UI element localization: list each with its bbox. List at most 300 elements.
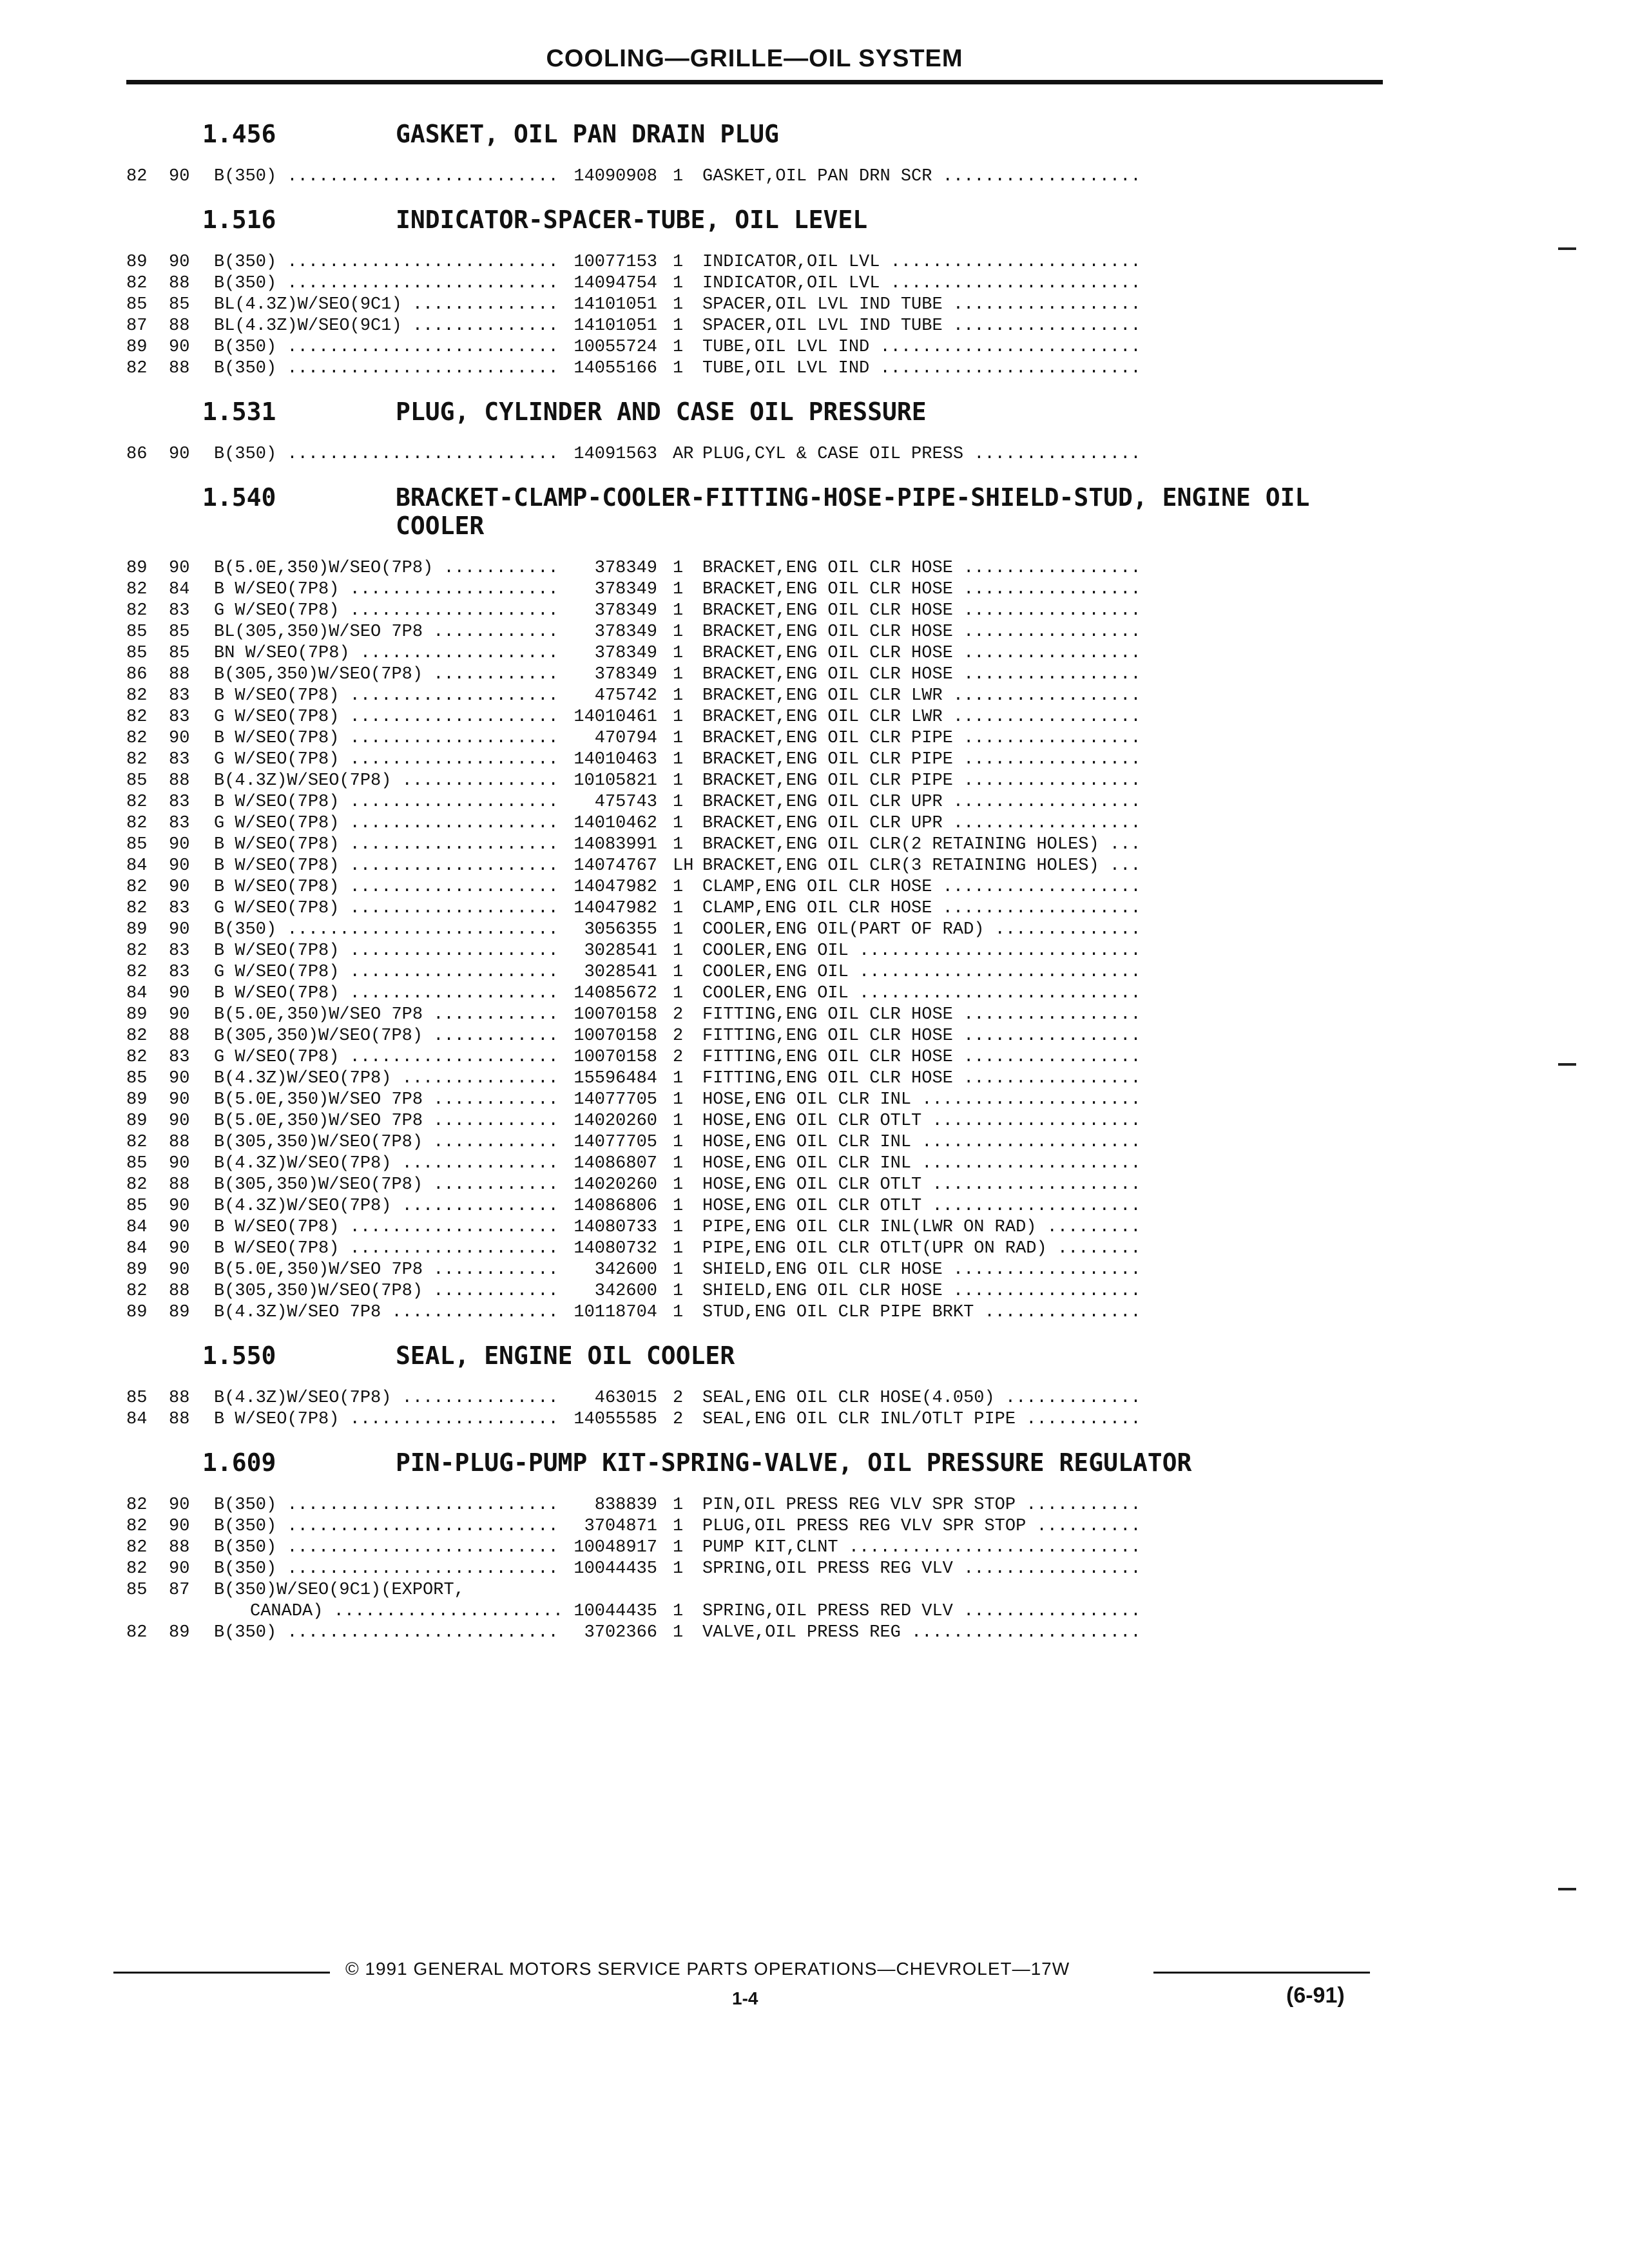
year-to: 88 (169, 316, 190, 336)
part-row (126, 558, 1351, 579)
year-from: 89 (126, 1090, 148, 1110)
part-row (126, 1111, 1351, 1132)
year-from: 82 (126, 1282, 148, 1301)
part-row (126, 337, 1351, 358)
part-row (126, 643, 1351, 664)
part-description: SHIELD,ENG OIL CLR HOSE ..... (702, 1260, 1144, 1281)
part-row (126, 1388, 1351, 1409)
year-to: 90 (169, 559, 190, 578)
section-gap (126, 187, 1351, 194)
quantity: 1 (673, 941, 684, 961)
quantity: 1 (673, 359, 684, 378)
part-row (126, 1580, 1351, 1601)
quantity: 1 (673, 559, 684, 578)
part-number: 14085672 (574, 984, 657, 1003)
year-to: 83 (169, 793, 190, 812)
catalog-section (126, 206, 1351, 386)
part-number: 378349 (594, 601, 657, 620)
part-row (126, 919, 1351, 941)
part-description: COOLER,ENG OIL ..... (702, 983, 1144, 1004)
part-row (126, 1537, 1351, 1559)
quantity: 1 (673, 295, 684, 314)
quantity: LH (673, 856, 694, 876)
year-from: 85 (126, 1581, 148, 1600)
year-from: 89 (126, 920, 148, 939)
part-row (126, 579, 1351, 601)
year-from: 82 (126, 878, 148, 897)
parts-catalog (126, 108, 1351, 1650)
section-heading (126, 1448, 1351, 1477)
section-code: 1.456 (202, 120, 276, 148)
year-to: 83 (169, 941, 190, 961)
quantity: 1 (673, 984, 684, 1003)
part-description: SPRING,OIL PRESS REG VLV ..... (702, 1559, 1144, 1580)
application-desc: B(350)W/SEO(9C1)(EXPORT, (214, 1581, 465, 1600)
year-from: 89 (126, 1111, 148, 1131)
section-code: 1.609 (202, 1448, 276, 1477)
year-to: 83 (169, 686, 190, 706)
part-number: 378349 (594, 665, 657, 684)
part-description: COOLER,ENG OIL ..... (702, 962, 1144, 983)
part-row (126, 273, 1351, 294)
part-description: PIN,OIL PRESS REG VLV SPR STOP ..... (702, 1495, 1144, 1516)
application-desc: B W/SEO(7P8) ..... (214, 834, 562, 856)
part-row (126, 1260, 1351, 1281)
quantity: 2 (673, 1389, 684, 1408)
application-desc: B(4.3Z)W/SEO 7P8 ..... (214, 1302, 562, 1323)
application-desc: G W/SEO(7P8) ..... (214, 749, 562, 771)
year-from: 82 (126, 359, 148, 378)
part-row (126, 1153, 1351, 1175)
year-from: 89 (126, 1005, 148, 1024)
part-description: CLAMP,ENG OIL CLR HOSE ..... (702, 898, 1144, 919)
part-row (126, 1004, 1351, 1026)
application-desc: B(5.0E,350)W/SEO 7P8 ..... (214, 1090, 562, 1111)
application-desc: B(350) ..... (214, 1537, 562, 1559)
part-number: 14055585 (574, 1410, 657, 1429)
part-row (126, 664, 1351, 686)
quantity: 1 (673, 707, 684, 727)
year-to: 90 (169, 1090, 190, 1110)
application-desc: B(350) ..... (214, 1495, 562, 1516)
part-row (126, 1559, 1351, 1580)
year-to: 88 (169, 665, 190, 684)
part-number: 10048917 (574, 1538, 657, 1557)
quantity: AR (673, 445, 694, 464)
year-from: 89 (126, 1303, 148, 1322)
year-to: 90 (169, 1005, 190, 1024)
application-desc: B(305,350)W/SEO(7P8) ..... (214, 664, 562, 686)
part-number: 14101051 (574, 316, 657, 336)
part-description: CLAMP,ENG OIL CLR HOSE ..... (702, 877, 1144, 898)
section-heading (126, 483, 1351, 540)
page-title: COOLING—GRILLE—OIL SYSTEM (546, 45, 963, 72)
application-desc: B(4.3Z)W/SEO(7P8) ..... (214, 1153, 562, 1175)
quantity: 1 (673, 622, 684, 642)
quantity: 1 (673, 1069, 684, 1088)
quantity: 1 (673, 1517, 684, 1536)
year-from: 82 (126, 707, 148, 727)
application-desc: B W/SEO(7P8) ..... (214, 792, 562, 813)
year-to: 88 (169, 1389, 190, 1408)
year-to: 85 (169, 295, 190, 314)
application-desc: B(4.3Z)W/SEO(7P8) ..... (214, 1068, 562, 1090)
section-title: PIN-PLUG-PUMP KIT-SPRING-VALVE, OIL PRESSURE REGULATOR (396, 1448, 1192, 1477)
part-number: 10070158 (574, 1026, 657, 1046)
part-number: 14020260 (574, 1111, 657, 1131)
part-number: 342600 (594, 1282, 657, 1301)
year-from: 86 (126, 445, 148, 464)
part-number: 378349 (594, 580, 657, 599)
part-description: BRACKET,ENG OIL CLR HOSE ..... (702, 558, 1144, 579)
year-from: 89 (126, 559, 148, 578)
year-to: 85 (169, 644, 190, 663)
part-description: BRACKET,ENG OIL CLR LWR ..... (702, 707, 1144, 728)
year-to: 83 (169, 899, 190, 918)
section-title: INDICATOR-SPACER-TUBE, OIL LEVEL (396, 206, 868, 234)
quantity: 2 (673, 1026, 684, 1046)
quantity: 1 (673, 1239, 684, 1258)
year-to: 88 (169, 1133, 190, 1152)
part-row (126, 983, 1351, 1004)
quantity: 2 (673, 1005, 684, 1024)
part-description: PUMP KIT,CLNT ..... (702, 1537, 1144, 1559)
year-to: 90 (169, 1069, 190, 1088)
part-number: 14086806 (574, 1196, 657, 1216)
part-number: 3028541 (584, 941, 657, 961)
part-number: 14047982 (574, 899, 657, 918)
application-desc: B(305,350)W/SEO(7P8) ..... (214, 1026, 562, 1047)
page-number: 1-4 (732, 1988, 758, 2008)
year-from: 82 (126, 686, 148, 706)
part-row (126, 941, 1351, 962)
year-to: 84 (169, 580, 190, 599)
part-number: 475743 (594, 793, 657, 812)
quantity: 2 (673, 1048, 684, 1067)
part-row (126, 728, 1351, 749)
catalog-section (126, 1341, 1351, 1437)
part-description: PLUG,OIL PRESS REG VLV SPR STOP ..... (702, 1516, 1144, 1537)
application-desc: G W/SEO(7P8) ..... (214, 813, 562, 834)
part-description: VALVE,OIL PRESS REG ..... (702, 1622, 1144, 1644)
part-description: BRACKET,ENG OIL CLR PIPE ..... (702, 728, 1144, 749)
year-to: 89 (169, 1303, 190, 1322)
part-description: COOLER,ENG OIL ..... (702, 941, 1144, 962)
quantity: 1 (673, 316, 684, 336)
catalog-section (126, 398, 1351, 472)
quantity: 2 (673, 1410, 684, 1429)
year-from: 82 (126, 1175, 148, 1195)
quantity: 1 (673, 750, 684, 769)
year-to: 88 (169, 1282, 190, 1301)
part-description: BRACKET,ENG OIL CLR HOSE ..... (702, 579, 1144, 601)
year-to: 90 (169, 1495, 190, 1515)
application-desc: B(305,350)W/SEO(7P8) ..... (214, 1281, 562, 1302)
year-from: 82 (126, 729, 148, 748)
application-desc: B(5.0E,350)W/SEO(7P8) ..... (214, 558, 562, 579)
part-number: 14080733 (574, 1218, 657, 1237)
year-to: 90 (169, 253, 190, 272)
quantity: 1 (673, 167, 684, 186)
part-number: 470794 (594, 729, 657, 748)
part-number: 342600 (594, 1260, 657, 1280)
part-row (126, 813, 1351, 834)
application-desc: B W/SEO(7P8) ..... (214, 1409, 562, 1430)
part-row (126, 749, 1351, 771)
part-number: 10044435 (574, 1559, 657, 1579)
quantity: 1 (673, 253, 684, 272)
quantity: 1 (673, 580, 684, 599)
part-description: STUD,ENG OIL CLR PIPE BRKT ..... (702, 1302, 1144, 1323)
part-description: PIPE,ENG OIL CLR INL(LWR ON RAD) ..... (702, 1217, 1144, 1238)
year-from: 82 (126, 1517, 148, 1536)
part-row (126, 316, 1351, 337)
part-description: BRACKET,ENG OIL CLR UPR ..... (702, 813, 1144, 834)
year-to: 90 (169, 1218, 190, 1237)
section-heading (126, 398, 1351, 426)
year-to: 88 (169, 274, 190, 293)
year-to: 83 (169, 963, 190, 982)
year-from: 87 (126, 316, 148, 336)
part-description: GASKET,OIL PAN DRN SCR ..... (702, 166, 1144, 187)
year-from: 82 (126, 580, 148, 599)
application-desc: B W/SEO(7P8) ..... (214, 686, 562, 707)
part-number: 15596484 (574, 1069, 657, 1088)
application-desc: B(350) ..... (214, 1516, 562, 1537)
application-desc: B(350) ..... (214, 919, 562, 941)
application-desc: BL(4.3Z)W/SEO(9C1) ..... (214, 316, 562, 337)
application-desc: B W/SEO(7P8) ..... (214, 728, 562, 749)
part-row (126, 1516, 1351, 1537)
part-number: 14080732 (574, 1239, 657, 1258)
quantity: 1 (673, 793, 684, 812)
year-to: 90 (169, 920, 190, 939)
quantity: 1 (673, 835, 684, 854)
part-description: SHIELD,ENG OIL CLR HOSE ..... (702, 1281, 1144, 1302)
year-from: 82 (126, 1623, 148, 1642)
year-from: 86 (126, 665, 148, 684)
year-from: 82 (126, 1133, 148, 1152)
part-description: SEAL,ENG OIL CLR INL/OTLT PIPE ..... (702, 1409, 1144, 1430)
application-desc: B(5.0E,350)W/SEO 7P8 ..... (214, 1004, 562, 1026)
part-description: TUBE,OIL LVL IND ..... (702, 337, 1144, 358)
part-description: HOSE,ENG OIL CLR OTLT ..... (702, 1196, 1144, 1217)
year-from: 89 (126, 1260, 148, 1280)
year-from: 85 (126, 1154, 148, 1173)
part-row (126, 1068, 1351, 1090)
part-number: 14010461 (574, 707, 657, 727)
year-from: 84 (126, 1239, 148, 1258)
part-number: 14077705 (574, 1090, 657, 1110)
part-row (126, 1047, 1351, 1068)
year-from: 82 (126, 963, 148, 982)
margin-mark (1558, 247, 1576, 250)
part-description: INDICATOR,OIL LVL ..... (702, 273, 1144, 294)
quantity: 1 (673, 878, 684, 897)
part-row (126, 962, 1351, 983)
quantity: 1 (673, 601, 684, 620)
year-from: 84 (126, 984, 148, 1003)
part-number: 463015 (594, 1389, 657, 1408)
year-to: 83 (169, 601, 190, 620)
part-number: 14020260 (574, 1175, 657, 1195)
application-desc: B(5.0E,350)W/SEO 7P8 ..... (214, 1260, 562, 1281)
margin-mark (1558, 1888, 1576, 1890)
part-row (126, 1132, 1351, 1153)
quantity: 1 (673, 899, 684, 918)
application-desc: G W/SEO(7P8) ..... (214, 707, 562, 728)
part-description: SPACER,OIL LVL IND TUBE ..... (702, 316, 1144, 337)
application-desc: G W/SEO(7P8) ..... (214, 962, 562, 983)
section-code: 1.550 (202, 1341, 276, 1370)
year-from: 85 (126, 295, 148, 314)
year-to: 88 (169, 1410, 190, 1429)
part-description: BRACKET,ENG OIL CLR LWR ..... (702, 686, 1144, 707)
part-row (126, 877, 1351, 898)
section-gap (126, 1323, 1351, 1330)
part-number: 10070158 (574, 1005, 657, 1024)
part-number: 3704871 (584, 1517, 657, 1536)
catalog-section (126, 1448, 1351, 1650)
application-desc: B(5.0E,350)W/SEO 7P8 ..... (214, 1111, 562, 1132)
part-number: 3028541 (584, 963, 657, 982)
year-from: 85 (126, 1069, 148, 1088)
quantity: 1 (673, 644, 684, 663)
application-desc: B W/SEO(7P8) ..... (214, 579, 562, 601)
year-from: 89 (126, 253, 148, 272)
part-number: 14086807 (574, 1154, 657, 1173)
margin-mark (1558, 1063, 1576, 1066)
application-desc: BL(305,350)W/SEO 7P8 ..... (214, 622, 562, 643)
year-to: 90 (169, 338, 190, 357)
application-desc: B(350) ..... (214, 444, 562, 465)
application-desc: G W/SEO(7P8) ..... (214, 1047, 562, 1068)
part-row (126, 898, 1351, 919)
year-to: 88 (169, 771, 190, 791)
part-row (126, 1196, 1351, 1217)
application-desc: B(350) ..... (214, 273, 562, 294)
year-from: 82 (126, 601, 148, 620)
section-title: SEAL, ENGINE OIL COOLER (396, 1341, 735, 1370)
quantity: 1 (673, 963, 684, 982)
year-to: 83 (169, 707, 190, 727)
part-description: FITTING,ENG OIL CLR HOSE ..... (702, 1068, 1144, 1090)
year-from: 84 (126, 1218, 148, 1237)
application-desc: B(350) ..... (214, 1622, 562, 1644)
page-header (126, 40, 1383, 84)
application-desc: B W/SEO(7P8) ..... (214, 941, 562, 962)
year-to (169, 1601, 214, 1622)
year-from: 82 (126, 793, 148, 812)
application-desc: B(350) ..... (214, 1559, 562, 1580)
year-from: 84 (126, 1410, 148, 1429)
year-from: 82 (126, 1538, 148, 1557)
section-heading (126, 206, 1351, 234)
year-to: 90 (169, 1154, 190, 1173)
year-to: 90 (169, 878, 190, 897)
year-to: 85 (169, 622, 190, 642)
year-from: 85 (126, 771, 148, 791)
quantity: 1 (673, 1196, 684, 1216)
year-from: 82 (126, 814, 148, 833)
part-row (126, 358, 1351, 380)
part-description: HOSE,ENG OIL CLR OTLT ..... (702, 1111, 1144, 1132)
year-from: 82 (126, 1026, 148, 1046)
quantity: 1 (673, 1133, 684, 1152)
quantity: 1 (673, 1559, 684, 1579)
part-description: BRACKET,ENG OIL CLR(2 RETAINING HOLES) ..... (702, 834, 1144, 856)
application-desc: B(4.3Z)W/SEO(7P8) ..... (214, 771, 562, 792)
part-description: SPACER,OIL LVL IND TUBE ..... (702, 294, 1144, 316)
part-row (126, 622, 1351, 643)
year-to: 88 (169, 1026, 190, 1046)
section-code: 1.531 (202, 398, 276, 426)
part-row (126, 1281, 1351, 1302)
year-from: 85 (126, 1389, 148, 1408)
year-to: 83 (169, 1048, 190, 1067)
year-from: 82 (126, 941, 148, 961)
part-description: PLUG,CYL & CASE OIL PRESS ..... (702, 444, 1144, 465)
year-to: 90 (169, 445, 190, 464)
part-number: 3702366 (584, 1623, 657, 1642)
year-to: 87 (169, 1581, 190, 1600)
year-to: 83 (169, 750, 190, 769)
year-to: 90 (169, 1196, 190, 1216)
application-desc: B(350) ..... (214, 252, 562, 273)
part-row (126, 1601, 1351, 1622)
part-number: 14010462 (574, 814, 657, 833)
part-row (126, 1495, 1351, 1516)
catalog-section (126, 483, 1351, 1330)
part-number: 14090908 (574, 167, 657, 186)
part-description: COOLER,ENG OIL(PART OF RAD) ..... (702, 919, 1144, 941)
section-title: PLUG, CYLINDER AND CASE OIL PRESSURE (396, 398, 927, 426)
application-desc: B W/SEO(7P8) ..... (214, 983, 562, 1004)
quantity: 1 (673, 729, 684, 748)
application-desc: B(350) ..... (214, 337, 562, 358)
year-to: 90 (169, 167, 190, 186)
part-number: 14091563 (574, 445, 657, 464)
quantity: 1 (673, 665, 684, 684)
part-number: 14010463 (574, 750, 657, 769)
year-from: 85 (126, 835, 148, 854)
part-row (126, 601, 1351, 622)
year-from: 82 (126, 750, 148, 769)
part-number: 838839 (594, 1495, 657, 1515)
quantity: 1 (673, 1303, 684, 1322)
year-to: 90 (169, 1111, 190, 1131)
part-number: 10077153 (574, 253, 657, 272)
section-code: 1.540 (202, 483, 276, 512)
part-number: 10055724 (574, 338, 657, 357)
part-number: 378349 (594, 644, 657, 663)
application-desc: BL(4.3Z)W/SEO(9C1) ..... (214, 294, 562, 316)
year-to: 90 (169, 1559, 190, 1579)
part-row (126, 686, 1351, 707)
year-from: 82 (126, 1048, 148, 1067)
application-desc: B(4.3Z)W/SEO(7P8) ..... (214, 1196, 562, 1217)
year-from: 82 (126, 274, 148, 293)
part-description: INDICATOR,OIL LVL ..... (702, 252, 1144, 273)
part-row (126, 1238, 1351, 1260)
revision-code: (6-91) (1286, 1983, 1345, 2008)
part-row (126, 252, 1351, 273)
part-row (126, 834, 1351, 856)
application-desc: B(305,350)W/SEO(7P8) ..... (214, 1175, 562, 1196)
year-from: 82 (126, 1495, 148, 1515)
application-desc: CANADA) ..... (214, 1601, 562, 1622)
year-from: 82 (126, 1559, 148, 1579)
